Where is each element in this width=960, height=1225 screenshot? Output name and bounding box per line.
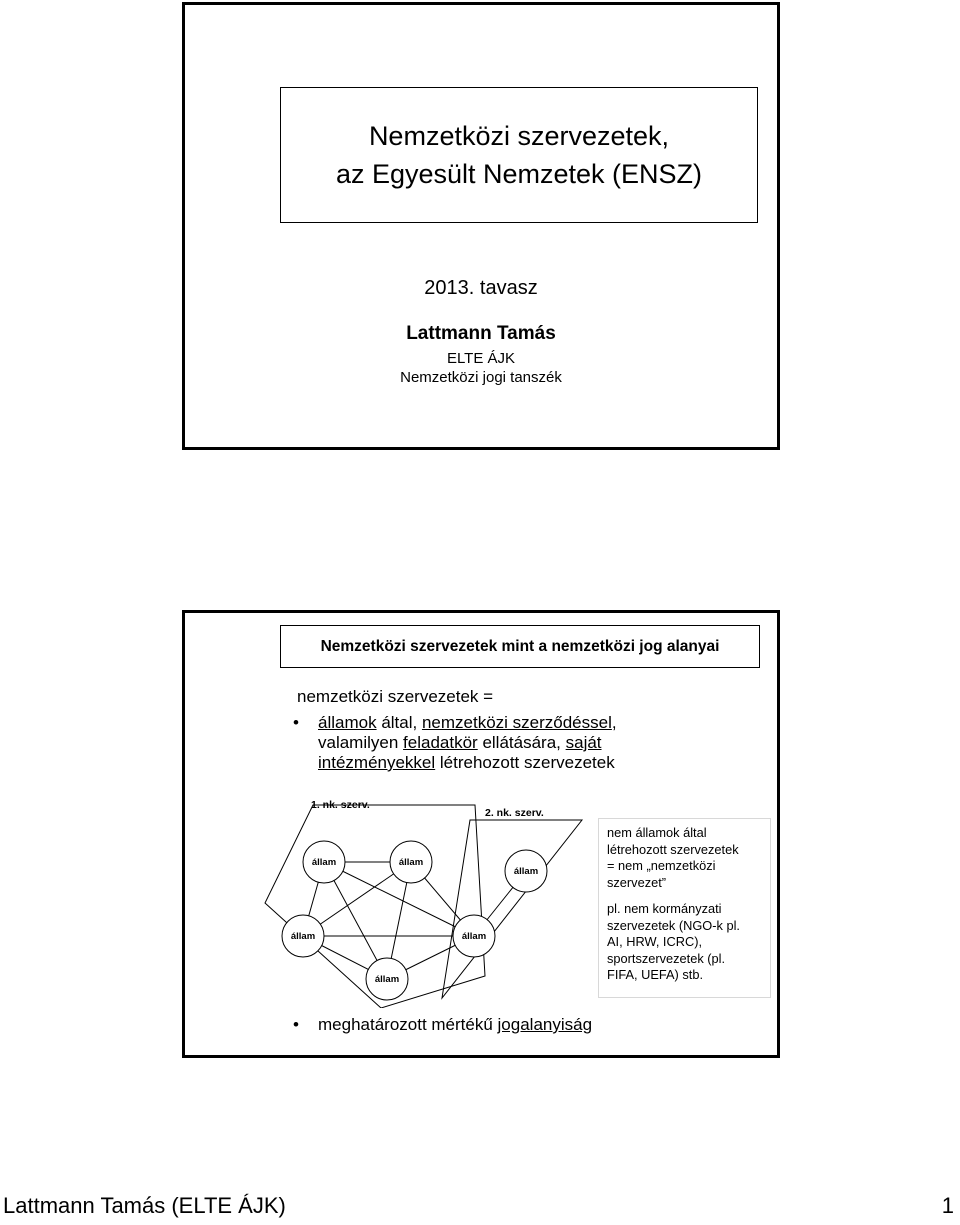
text-segment: ellátására,	[477, 733, 566, 752]
text-segment: ,	[611, 713, 617, 732]
side-note-line: nem államok által	[607, 825, 707, 840]
term-feladatkor: feladatkör	[403, 733, 478, 752]
bullet-line-3	[318, 753, 617, 773]
slide-title-line-1: Nemzetközi szervezetek,	[368, 121, 670, 151]
author-name: Lattmann Tamás	[406, 323, 556, 344]
bullet-content	[318, 713, 617, 773]
slide-title-box	[280, 625, 760, 668]
term-allamok: államok	[318, 713, 377, 732]
state-label: állam	[513, 866, 539, 877]
text-segment: meghatározott mértékű	[318, 1015, 498, 1034]
bullet-line-1	[318, 713, 617, 733]
bullet-content	[318, 1015, 592, 1035]
text-segment: által,	[376, 713, 422, 732]
slide-title: Nemzetközi szervezetek mint a nemzetközi jog alanyai	[320, 637, 720, 655]
bullet-dot: •	[293, 713, 299, 732]
slide-title-box	[280, 87, 758, 223]
side-note-line: FIFA, UEFA) stb.	[607, 967, 703, 982]
side-note-box	[598, 818, 771, 998]
department-name: Nemzetközi jogi tanszék	[400, 369, 562, 386]
state-label: állam	[398, 857, 424, 868]
side-note-line: sportszervezetek (pl.	[607, 950, 726, 966]
page-number: 1	[941, 1193, 954, 1218]
organizations-diagram	[263, 798, 593, 1008]
state-label: állam	[374, 974, 400, 985]
state-label: állam	[461, 931, 487, 942]
side-note-line: szervezet”	[607, 874, 667, 890]
slide-2	[182, 610, 780, 1058]
term-intezmenyekkel: intézményekkel	[318, 753, 436, 772]
text-segment: valamilyen	[318, 733, 404, 752]
term-szerzodes: nemzetközi szerződéssel	[421, 713, 612, 732]
side-note-line: pl. nem kormányzati	[607, 901, 722, 916]
state-label: állam	[290, 931, 316, 942]
bullet-dot: •	[293, 1015, 299, 1034]
term-sajat: saját	[565, 733, 602, 752]
side-note-line: létrehozott szervezetek	[607, 841, 739, 857]
text-segment: létrehozott szervezetek	[435, 753, 615, 772]
state-label: állam	[311, 857, 337, 868]
slide-1	[182, 2, 780, 450]
side-note-line: szervezetek (NGO-k pl.	[607, 917, 740, 933]
institution-name: ELTE ÁJK	[446, 350, 516, 367]
org2-label: 2. nk. szerv.	[485, 807, 544, 819]
org2-boundary	[442, 820, 582, 998]
side-note-line: = nem „nemzetközi	[607, 858, 716, 873]
org1-label: 1. nk. szerv.	[311, 799, 370, 812]
definition-heading: nemzetközi szervezetek =	[297, 687, 494, 706]
slide-title-line-2: az Egyesült Nemzetek (ENSZ)	[335, 159, 703, 189]
bullet-line-2	[318, 733, 617, 753]
date-text: 2013. tavasz	[424, 277, 538, 299]
term-jogalanyisag: jogalanyiság	[497, 1015, 593, 1034]
side-note-line: AI, HRW, ICRC),	[607, 934, 703, 949]
footer-author: Lattmann Tamás (ELTE ÁJK)	[3, 1193, 286, 1218]
